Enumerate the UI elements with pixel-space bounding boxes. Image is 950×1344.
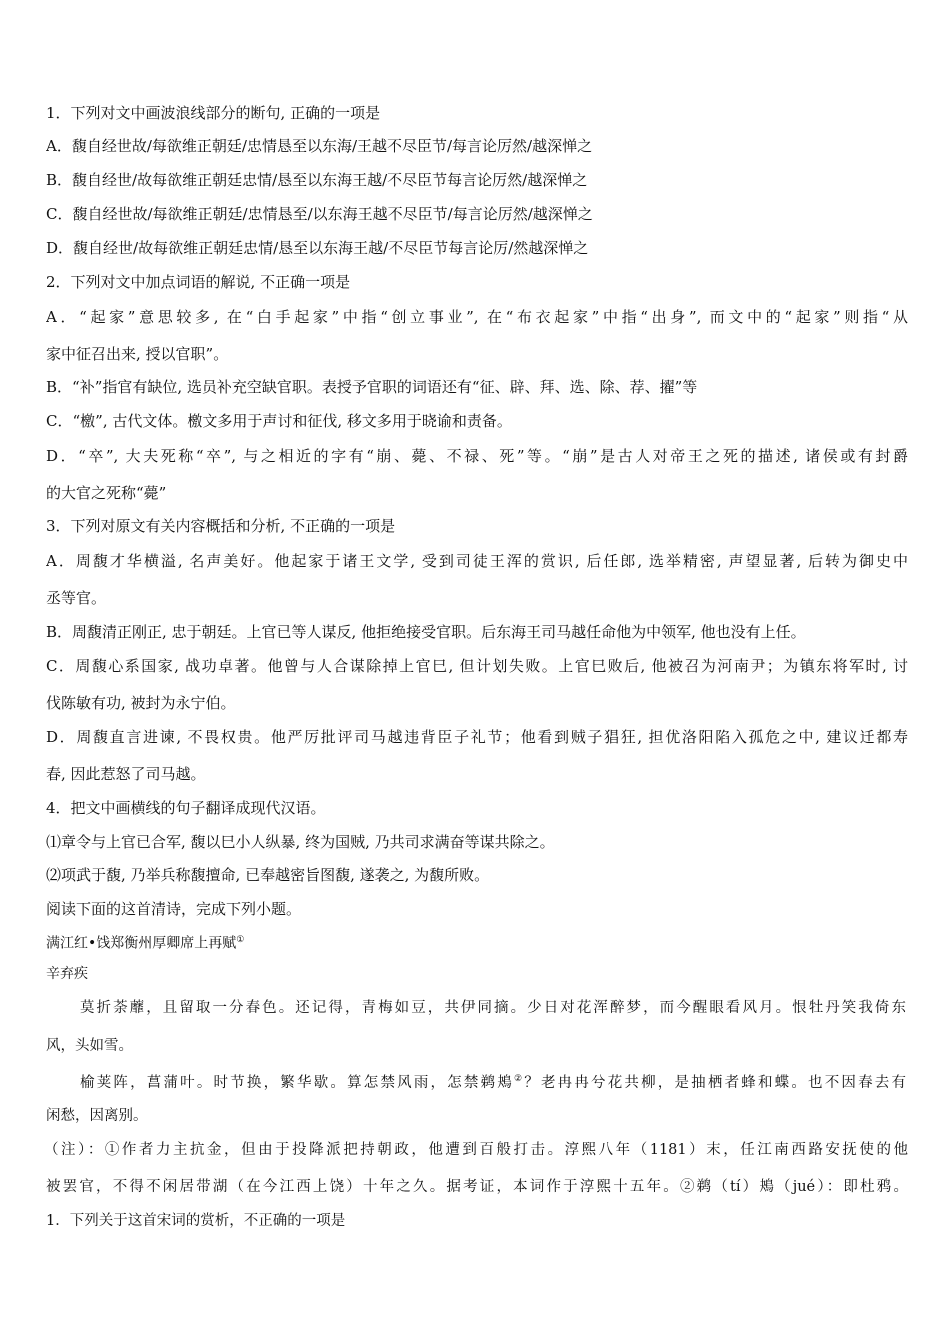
poem-note-line1: （注）：①作者力主抗金，但由于投降派把持朝政，他遭到百般打击。淳熙八年（1181）末，任江南西路安抚使的他 (44, 1142, 908, 1158)
poem-stanza1-line2: 风，头如雪。 (46, 1038, 133, 1054)
q3-option-d-line2: 春, 因此惹怒了司马越。 (46, 765, 206, 783)
q3-option-d-line1: D．周馥直言进谏, 不畏权贵。他严厉批评司马越违背臣子礼节；他看到贼子猖狂, 担优洛阳陷入孤危之中, 建议迁都寿 (46, 728, 908, 746)
q3-option-b: B．周馥清正刚正, 忠于朝廷。上官已等人谋反, 他拒绝接受官职。后东海王司马越任命他为中领军, 他也没有上任。 (46, 623, 806, 641)
poem-title-text: 满江红•饯郑衡州厚卿席上再赋 (46, 935, 237, 952)
poem-title-note: ① (236, 935, 245, 945)
q4-sentence-2: ⑵项武于馥, 乃举兵称馥擅命, 已奉越密旨图馥, 遂袭之, 为馥所败。 (46, 866, 490, 884)
q2-option-c: C．“檄”, 古代文体。檄文多用于声讨和征伐, 移文多用于晓谕和责备。 (46, 412, 512, 430)
q1-option-a: A．馥自经世故/每欲维正朝廷/忠情恳至以东海/王越不尽臣节/每言论厉然/越深惮之 (46, 137, 593, 155)
q2-option-b: B．“补”指官有缺位, 选员补充空缺官职。表授予官职的词语还有“征、辟、拜、选、除、荐、擢”等 (46, 378, 698, 396)
poem-title (46, 930, 908, 954)
q2-option-d-line2: 的大官之死称“薨” (46, 484, 167, 502)
poem-stanza1-line1: 莫折荼蘼，且留取一分春色。还记得，青梅如豆，共伊同摘。少日对花浑醉梦，而今醒眼看风月。恨牡丹笑我倚东 (80, 1000, 906, 1016)
q2-option-d-line1: D．“卒”, 大夫死称“卒”, 与之相近的字有“崩、薨、不禄、死”等。“崩”是古人对帝王之死的描述, 诸侯或有封爵 (46, 447, 908, 465)
poem-stanza2-note: ② (514, 1074, 525, 1084)
q4-sentence-1: ⑴章令与上官已合军, 馥以巳小人纵暴, 终为国贼, 乃共司求满奋等谋共除之。 (46, 833, 555, 851)
q1-option-c: C．馥自经世故/每欲维正朝廷/忠情恳至/以东海王越不尽臣节/每言论厉然/越深惮之 (46, 205, 593, 223)
q4-stem: 4．把文中画横线的句子翻译成现代汉语。 (46, 799, 326, 817)
q3-stem: 3．下列对原文有关内容概括和分析, 不正确的一项是 (46, 517, 396, 535)
poem-stanza2-line1 (80, 1069, 906, 1093)
poem-intro: 阅读下面的这首清诗，完成下列小题。 (46, 900, 302, 918)
q1-stem: 1．下列对文中画波浪线部分的断句, 正确的一项是 (46, 104, 381, 122)
q2-option-a-line2: 家中征召出来, 授以官职”。 (46, 345, 229, 363)
poem-stanza2-rest: ？老冉冉兮花共柳，是抽栖者蜂和蝶。也不因春去有 (524, 1074, 906, 1091)
poem-stanza2-line2: 闲愁，因离别。 (46, 1108, 148, 1124)
q3-option-a-line2: 丞等官。 (46, 589, 107, 607)
q3-option-c-line1: C．周馥心系国家, 战功卓著。他曾与人合谋除掉上官巳, 但计划失败。上官巳败后, 他被召为河南尹；为镇东将军时, 讨 (46, 657, 908, 675)
q2-stem: 2．下列对文中加点词语的解说, 不正确一项是 (46, 273, 351, 291)
poem-stanza2-text: 榆荚阵，菖蒲叶。时节换，繁华歇。算怎禁风雨，怎禁鹈鴂 (80, 1074, 514, 1091)
poem-author: 辛弃疾 (46, 966, 88, 982)
q3-option-a-line1: A．周馥才华横溢, 名声美好。他起家于诸王文学, 受到司徒王浑的赏识, 后任郎, 选举精密, 声望显著, 后转为御史中 (46, 552, 908, 570)
q2-option-a-line1: A．“起家”意思较多, 在“白手起家”中指“创立事业”, 在“布衣起家”中指“出身”, 而文中的“起家”则指“从 (46, 308, 908, 326)
poem-note-line2: 被罢官，不得不闲居带湖（在今江西上饶）十年之久。据考证，本词作于淳熙十五年。②鹈（tí）鴂（jué）：即杜鸦。 (46, 1179, 908, 1195)
poem-question-1: 1．下列关于这首宋词的赏析，不正确的一项是 (46, 1213, 346, 1229)
q3-option-c-line2: 伐陈敏有功, 被封为永宁伯。 (46, 694, 236, 712)
q1-option-d: D．馥自经世/故每欲维正朝廷忠情/恳至以东海王越/不尽臣节每言论厉/然越深惮之 (46, 239, 589, 257)
q1-option-b: B．馥自经世/故每欲维正朝廷忠情/恳至以东海王越/不尽臣节每言论厉然/越深惮之 (46, 171, 588, 189)
